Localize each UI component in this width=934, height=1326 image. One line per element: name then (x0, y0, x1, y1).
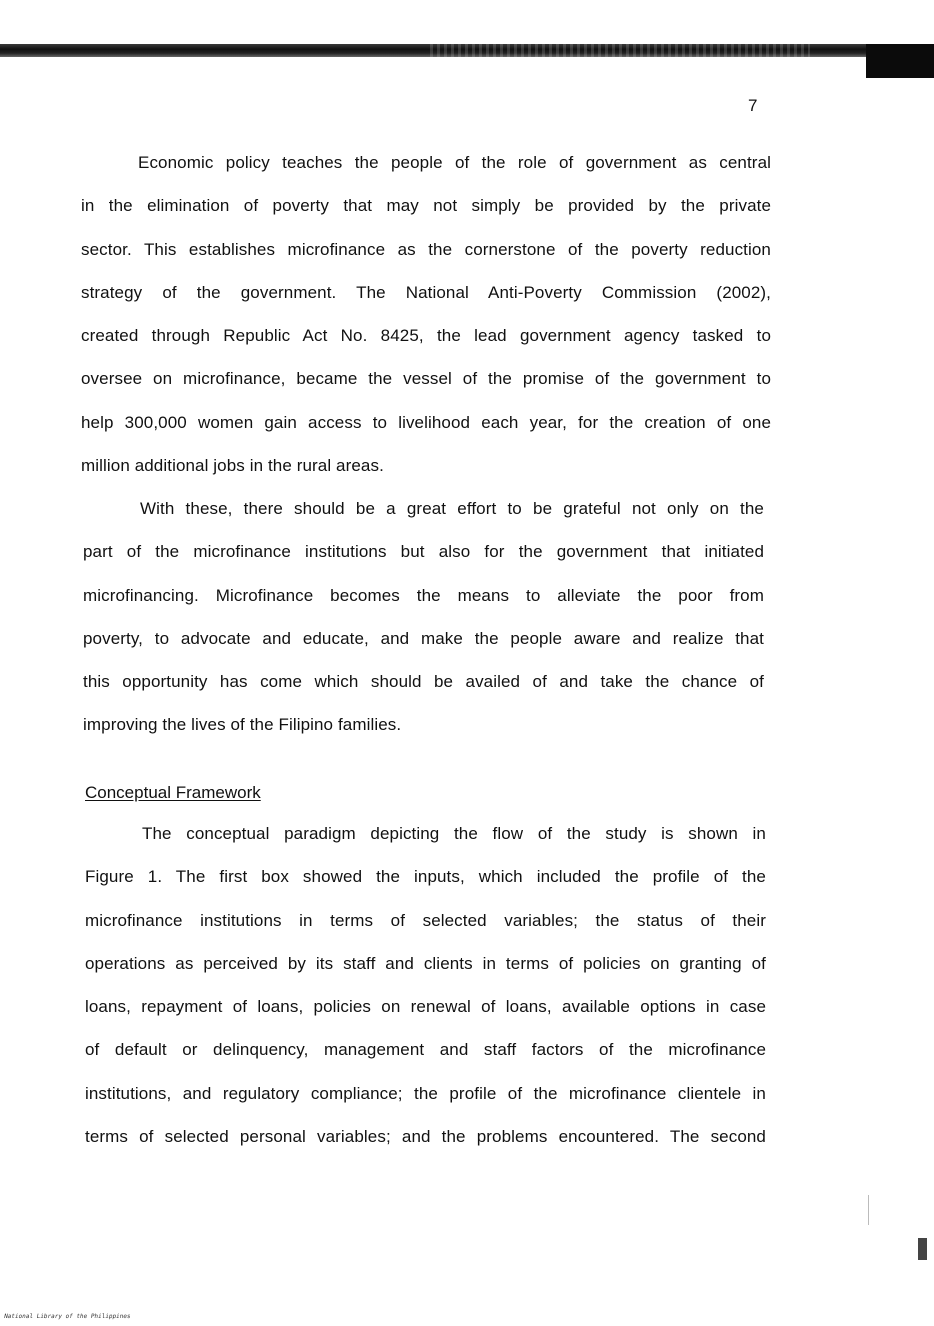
scan-artifact-corner (866, 44, 934, 78)
text-line: in the elimination of poverty that may not simply be provided by the private (81, 196, 771, 216)
paragraph-economic-policy (81, 153, 771, 499)
text-line: institutions, and regulatory compliance; the profile of the microfinance clientele in (85, 1083, 766, 1103)
text-line: loans, repayment of loans, policies on renewal of loans, available options in case (85, 997, 766, 1017)
text-line: terms of selected personal variables; and the problems encountered. The second (85, 1127, 766, 1147)
text-line: oversee on microfinance, became the vessel of the promise of the government to (81, 369, 771, 389)
library-stamp: National Library of the Philippines (3, 1313, 132, 1320)
text-line: operations as perceived by its staff and clients in terms of policies on granting of (85, 953, 766, 973)
text-line: Economic policy teaches the people of the role of government as central (138, 153, 771, 172)
section-heading: Conceptual Framework (85, 783, 261, 802)
scan-speck (868, 1195, 869, 1225)
text-line: sector. This establishes microfinance as the cornerstone of the poverty reduction (81, 239, 771, 259)
text-line: of default or delinquency, management and staff factors of the microfinance (85, 1040, 766, 1060)
paragraph-grateful-effort (83, 499, 764, 759)
text-line: this opportunity has come which should be availed of and take the chance of (83, 672, 764, 692)
paragraph-conceptual-paradigm (85, 824, 766, 1170)
text-line: poverty, to advocate and educate, and make the people aware and realize that (83, 628, 764, 648)
text-line: microfinance institutions in terms of selected variables; the status of their (85, 910, 766, 930)
scan-artifact-texture (430, 44, 810, 57)
text-line: The conceptual paradigm depicting the flow of the study is shown in (142, 824, 766, 843)
text-line: microfinancing. Microfinance becomes the means to alleviate the poor from (83, 585, 764, 605)
text-line: million additional jobs in the rural areas. (81, 456, 384, 476)
text-line: strategy of the government. The National Anti-Poverty Commission (2002), (81, 282, 771, 302)
text-line: help 300,000 women gain access to livelihood each year, for the creation of one (81, 412, 771, 432)
text-line: With these, there should be a great effort to be grateful not only on the (140, 499, 764, 518)
page-number: 7 (748, 96, 758, 115)
scan-speck (918, 1238, 927, 1260)
text-line: part of the microfinance institutions but also for the government that initiated (83, 542, 764, 562)
text-line: improving the lives of the Filipino families. (83, 715, 402, 735)
text-line: Figure 1. The first box showed the inputs, which included the profile of the (85, 867, 766, 887)
text-line: created through Republic Act No. 8425, the lead government agency tasked to (81, 326, 771, 346)
